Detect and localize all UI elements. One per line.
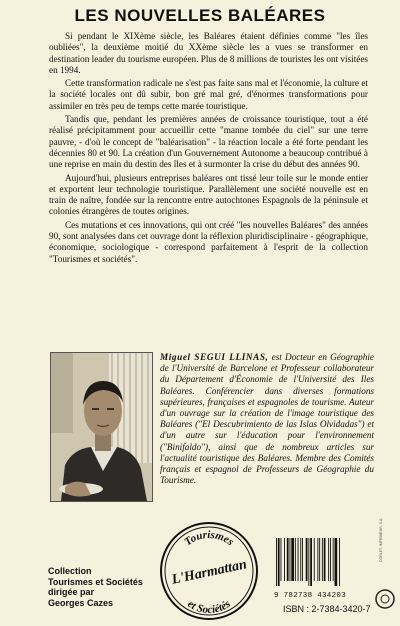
- printer-mark: CORLET, IMPRIMEUR, S.A.: [379, 517, 383, 562]
- author-photo: [50, 352, 153, 502]
- barcode-bar: [317, 538, 318, 581]
- barcode-bar: [328, 538, 329, 581]
- blurb-paragraph: Ces mutations et ces innovations, qui ont créé "les nouvelles Baléares" des années 90, sont analysées dans cet ouvrage dont la réflexion pluridisciplinaire - géographique, économique, sociologique - correspond parfaitement à l'esprit de la collection "Tourismes et sociétés".: [49, 219, 368, 264]
- book-title: LES NOUVELLES BALÉARES: [74, 6, 326, 25]
- publisher-logo: [158, 520, 260, 622]
- barcode-bar: [310, 538, 312, 586]
- barcode-bar: [291, 538, 294, 581]
- barcode-bar: [308, 538, 309, 586]
- barcode-bar: [302, 538, 303, 581]
- svg-text:et Sociétés: [185, 598, 232, 616]
- barcode-bar: [339, 538, 340, 586]
- barcode-bar: [322, 538, 323, 581]
- barcode-bar: [324, 538, 326, 581]
- barcode-bar: [287, 538, 289, 581]
- barcode-bar: [319, 538, 320, 581]
- barcode-bar: [300, 538, 301, 581]
- barcode-bar: [284, 538, 285, 581]
- barcode-bar: [314, 538, 315, 581]
- recycle-icon: [374, 588, 396, 610]
- barcode-bar: [290, 538, 291, 581]
- barcode-bar: [281, 538, 282, 581]
- svg-text:Tourismes: [182, 529, 236, 548]
- blurb-paragraph: Tandis que, pendant les premières années de croissance touristique, tout a été réalisé précipitamment pour accueillir cette "manne tombée du ciel" sur une terre pauvre, - d'où le concept de "baléarisation" - la réaction locale a été forte pendant les décennies 80 et 90. La création d'un Gouvernement Autonome a beaucoup contribué à une reprise en main du destin des îles et à surmonter la crise du début des années 90.: [49, 114, 368, 170]
- barcode-number: 9 782738 434203: [274, 592, 347, 600]
- barcode: [272, 538, 380, 600]
- barcode-bar: [306, 538, 308, 581]
- blurb-paragraph: Cette transformation radicale ne s'est pas faite sans mal et l'économie, la culture et la société locales ont dû subir, bon gré mal gré, d'énormes transformations pour assimiler en très peu de temps cette marée touristique.: [49, 78, 368, 111]
- author-name: Miguel SEGUI LLINAS,: [160, 352, 269, 362]
- author-biography: [160, 352, 374, 486]
- isbn: ISBN : 2-7384-3420-7: [283, 604, 371, 614]
- collection-line: Tourismes et Sociétés: [48, 576, 143, 587]
- barcode-bar: [335, 538, 338, 586]
- author-bio-text: est Docteur en Géographie de l'Université de Barcelone et Professeur collaborateur du Département d'Économie de l'Université des Iles Baléares. Conférencier dans diverses formations supérieures, françaises et espagnoles de tourisme. Auteur d'un ouvrage sur la création de l'image touristique des Baléares ("El Descubrimiento de las Islas Olvidadas") et d'un autre sur l'éducation pour l'environnement ("Binifaldo"), ainsi que de nombreux articles sur l'actualité touristique des Baléares. Membre des Comités français et espagnol de Professeurs de Géographie du Tourisme.: [160, 352, 375, 486]
- barcode-bars: [272, 538, 372, 586]
- blurb-paragraph: Aujourd'hui, plusieurs entreprises baléares ont tissé leur toile sur le monde entier et exportent leur technologie touristique. Parallèlement une société nouvelle est en train de naître, fondée sur la rencontre entre autochtones Espagnols de la péninsule et colonies étrangères de toutes origines.: [49, 172, 368, 217]
- barcode-bar: [330, 538, 331, 581]
- blurb-paragraph: Si pendant le XIXème siècle, les Baléares étaient définies comme "les îles oubliées", la deuxième moitié du XXème siècle les a vues se transformer en destination leader du tourisme européen. Plus de 8 millions de touristes les ont visitées en 1994.: [49, 31, 368, 75]
- seal-middle-text: L'Harmattan: [170, 557, 249, 588]
- barcode-bar: [333, 538, 334, 581]
- barcode-bar: [276, 538, 277, 586]
- barcode-bar: [278, 538, 280, 586]
- blurb: [49, 31, 368, 267]
- collection-line: Georges Cazes: [48, 597, 114, 608]
- seal-top-text: Tourismes: [182, 528, 236, 549]
- barcode-bar: [295, 538, 296, 581]
- barcode-bar: [298, 538, 299, 581]
- seal-bottom-text: et Sociétés: [185, 597, 233, 617]
- collection-line: Collection: [48, 566, 92, 576]
- collection-line: dirigée par: [48, 587, 95, 597]
